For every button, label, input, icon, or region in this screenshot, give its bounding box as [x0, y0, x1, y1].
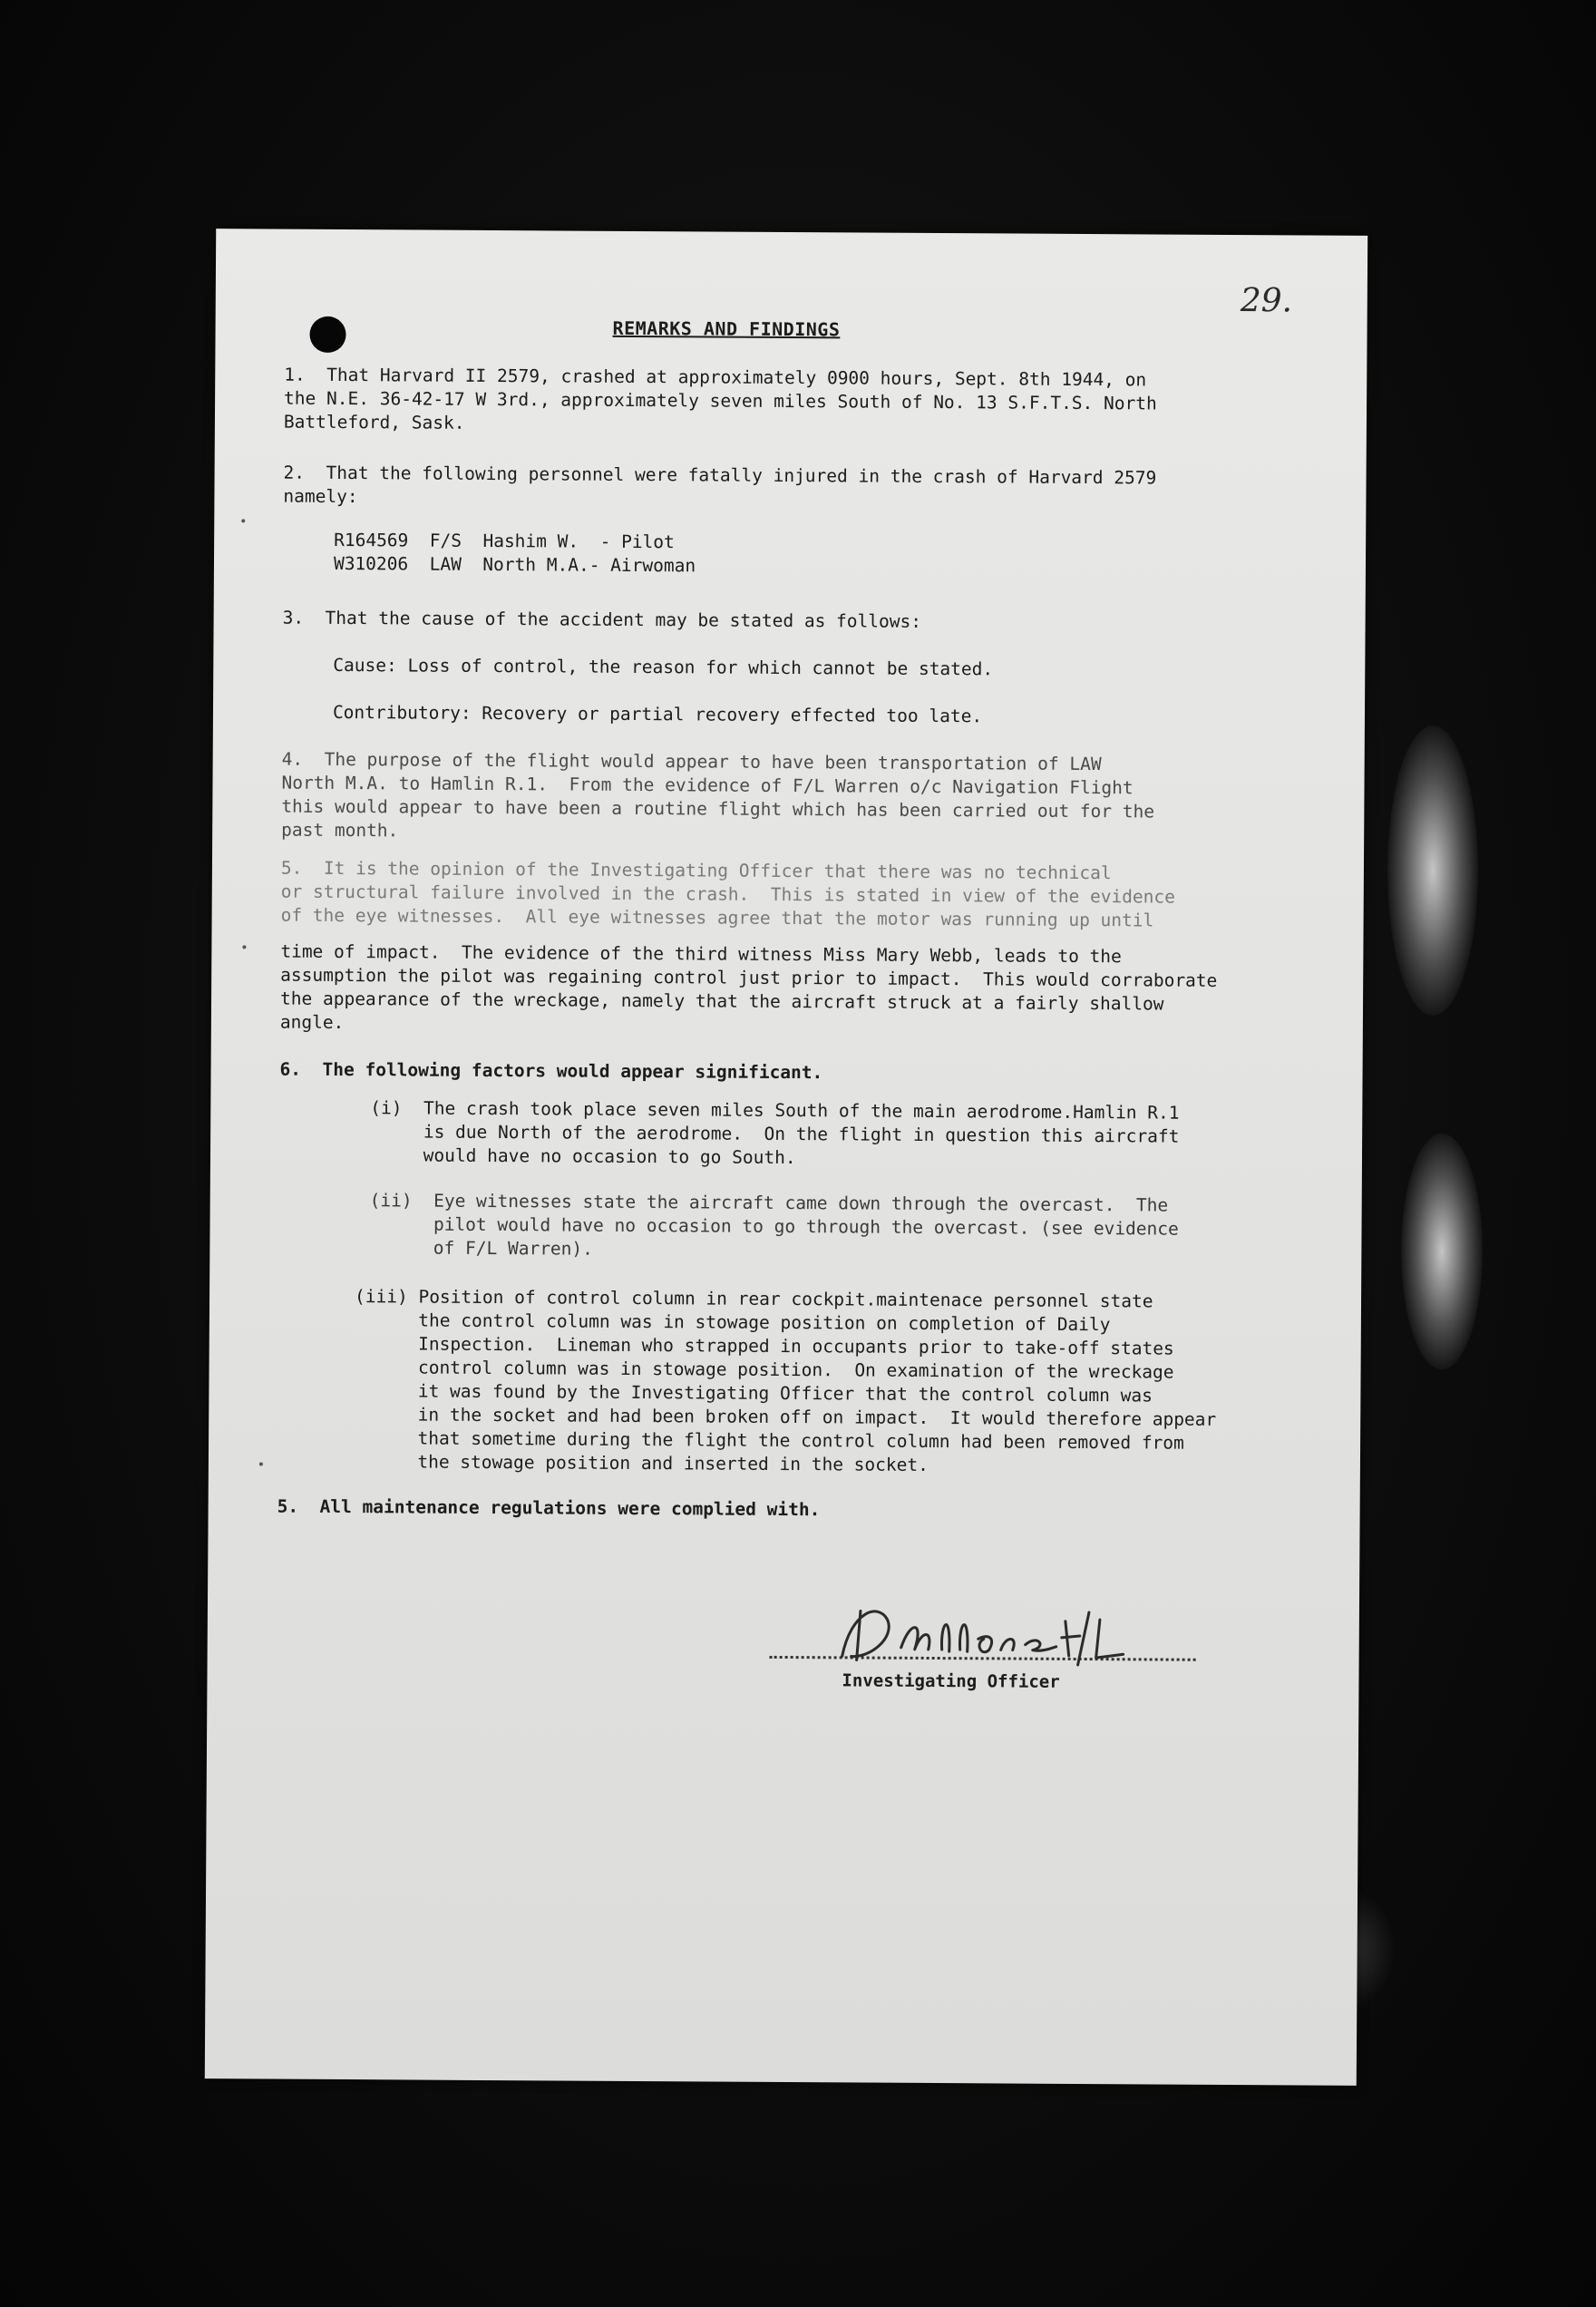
margin-mark — [242, 945, 246, 949]
paragraph-3: 3. That the cause of the accident may be stated as follows: — [282, 607, 922, 632]
personnel-list: R164569 F/S Hashim W. - Pilot W310206 LAW North M.A.- Airwoman — [333, 529, 696, 577]
paragraph-6: 6. The following factors would appear significant. — [279, 1058, 823, 1084]
factor-3: (iii) Position of control column in rear cockpit.maintenace personnel state the control column was in stowage position on completion of Daily Inspection. Lineman who strapped in occupants prior to take-off states control column was in stowage position. On examination of the wreckage it was found by the Investigating Officer that the control column was in the socket and had been broken off on impact. It would therefore appear that sometime during the flight the control column had been removed from the stowage position and inserted in the socket. — [353, 1286, 1217, 1475]
paragraph-2: 2. That the following personnel were fatally injured in the crash of Harvard 2579 namely: — [283, 462, 1157, 508]
signature-label: Investigating Officer — [842, 1670, 1060, 1692]
factor-1: (i) The crash took place seven miles South of the main aerodrome.Hamlin R.1 is due North of the aerodrome. On the flight in question this aircraft would have no occasion to go South. — [369, 1097, 1180, 1169]
punch-hole — [309, 316, 345, 353]
page-number: 29. — [1240, 282, 1293, 320]
signature-block — [769, 1592, 1205, 1704]
document-page — [205, 229, 1367, 2086]
handwritten-signature — [824, 1592, 1152, 1676]
document-title: REMARKS AND FINDINGS — [612, 316, 841, 341]
factor-2: (ii) Eye witnesses state the aircraft came down through the overcast. The pilot would have no occasion to go through the overcast. (see evidence of F/L Warren). — [369, 1190, 1179, 1260]
margin-mark — [259, 1462, 263, 1465]
contributory-statement: Contributory: Recovery or partial recovery effected too late. — [332, 701, 983, 727]
paragraph-final: 5. All maintenance regulations were complied with. — [277, 1495, 821, 1521]
paragraph-4: 4. The purpose of the flight would appear to have been transportation of LAW North M.A. to Hamlin R.1. From the evidence of F/L Warren o/c Navigation Flight this would appear to have been a routine flight which has been carried out for the past month. — [281, 748, 1155, 842]
light-glare — [1401, 1134, 1483, 1369]
light-glare — [1387, 725, 1478, 1016]
margin-mark — [241, 519, 245, 522]
paragraph-1: 1. That Harvard II 2579, crashed at approximately 0900 hours, Sept. 8th 1944, on the N.E. 36-42-17 W 3rd., approximately seven miles South of No. 13 S.F.T.S. North Battleford, Sask. — [283, 364, 1157, 433]
cause-statement: Cause: Loss of control, the reason for which cannot be stated. — [333, 654, 994, 680]
paragraph-5-faded: 5. It is the opinion of the Investigating Officer that there was no technical or structural failure involved in the crash. This is stated in view of the evidence of the eye witnesses. All eye witnesses agree that the motor was running up until — [280, 857, 1176, 931]
paragraph-5-continued: time of impact. The evidence of the third witness Miss Mary Webb, leads to the assumption the pilot was regaining control just prior to impact. This would corraborate the appearance of the wreckage, namely that the aircraft struck at a fairly shallow angle. — [279, 940, 1218, 1034]
